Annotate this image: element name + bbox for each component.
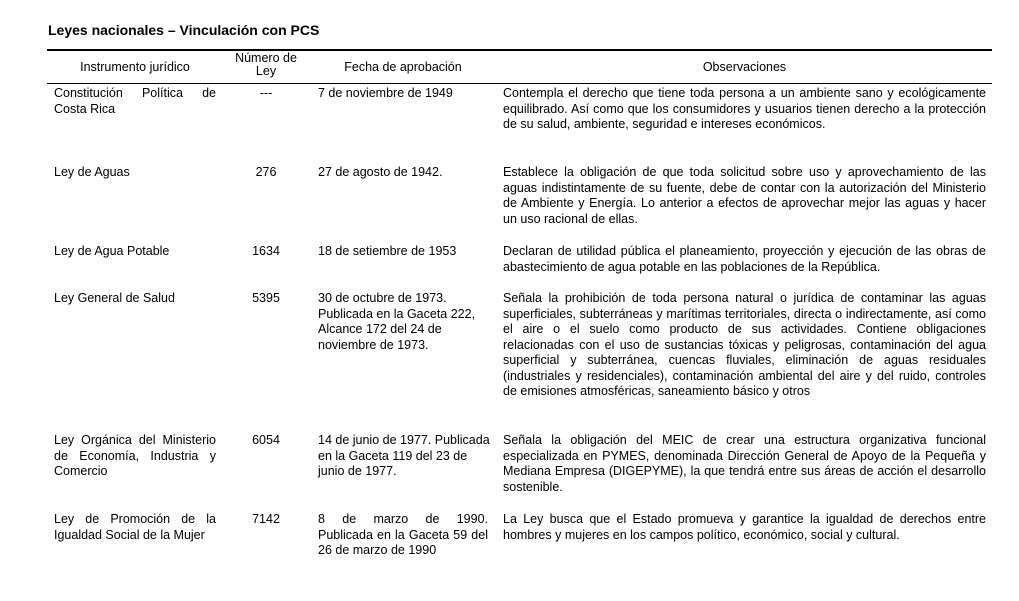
table-title: Leyes nacionales – Vinculación con PCS <box>48 22 320 38</box>
row-6-observations: La Ley busca que el Estado promueva y garantice la igualdad de derechos entre hombres y mujeres en los campos político, económico, social y cultural. <box>503 512 986 542</box>
row-5-date: 14 de junio de 1977. Publicada en la Gaceta 119 del 23 de junio de 1977. <box>318 433 490 478</box>
row-3-number: 1634 <box>252 244 280 258</box>
table-top-rule <box>47 49 992 51</box>
row-2-number: 276 <box>255 165 277 179</box>
row-1-instrument: Constitución Política de Costa Rica <box>54 86 216 116</box>
row-3-instrument: Ley de Agua Potable <box>54 244 170 258</box>
row-6-date: 8 de marzo de 1990. Publicada en la Gaceta 59 del 26 de marzo de 1990 <box>318 512 488 557</box>
row-2-instrument: Ley de Aguas <box>54 165 130 179</box>
row-2-observations: Establece la obligación de que toda solicitud sobre uso y aprovechamiento de las aguas indistintamente de su fuente, debe de contar con la autorización del Ministerio de Ambiente y Energía. Lo anterior a efectos de aprovechar mejor las aguas y hacer un uso racional de ellas. <box>503 165 986 226</box>
row-3-observations: Declaran de utilidad pública el planeamiento, proyección y ejecución de las obras de abastecimiento de agua potable en las poblaciones de la República. <box>503 244 986 274</box>
row-1-observations: Contempla el derecho que tiene toda persona a un ambiente sano y ecológicamente equilibrado. Así como que los consumidores y usuarios tienen derecho a la protección de su salud, ambiente, seguridad e intereses económicos. <box>503 86 986 131</box>
row-3-date: 18 de setiembre de 1953 <box>318 244 457 258</box>
row-2-date: 27 de agosto de 1942. <box>318 165 443 179</box>
row-4-instrument: Ley General de Salud <box>54 291 175 305</box>
header-instrument: Instrumento jurídico <box>80 60 190 74</box>
header-number: Número de Ley <box>235 51 297 78</box>
header-date: Fecha de aprobación <box>344 60 462 74</box>
row-5-instrument: Ley Orgánica del Ministerio de Economía, Industria y Comercio <box>54 433 216 478</box>
row-5-number: 6054 <box>252 433 280 447</box>
row-4-date: 30 de octubre de 1973. Publicada en la Gaceta 222, Alcance 172 del 24 de noviembre de 1973. <box>318 291 476 352</box>
row-6-number: 7142 <box>252 512 280 526</box>
row-1-number: --- <box>259 86 273 100</box>
row-1-date: 7 de noviembre de 1949 <box>318 86 453 100</box>
row-4-observations: Señala la prohibición de toda persona natural o jurídica de contaminar las aguas superficiales, subterráneas y marítimas territoriales, directa o indirectamente, así como el aire o el suelo como producto de sus actividades. Contiene obligaciones relacionadas con el uso de sustancias tóxicas y peligrosas, contaminación del agua superficial y subterránea, cuencas fluviales, eliminación de aguas residuales (industriales y residenciales), contaminación ambiental del aire y del ruido, controles de emisiones atmosféricas, saneamiento básico y otros <box>503 291 986 398</box>
row-6-instrument: Ley de Promoción de la Igualdad Social de la Mujer <box>54 512 216 542</box>
row-4-number: 5395 <box>252 291 280 305</box>
row-5-observations: Señala la obligación del MEIC de crear una estructura organizativa funcional especializada en PYMES, denominada Dirección General de Apoyo de la Pequeña y Mediana Empresa (DIGEPYME), la que tendrá entre sus áreas de acción el desarrollo sostenible. <box>503 433 986 494</box>
header-observations: Observaciones <box>702 60 787 74</box>
table-header-rule <box>47 83 992 84</box>
